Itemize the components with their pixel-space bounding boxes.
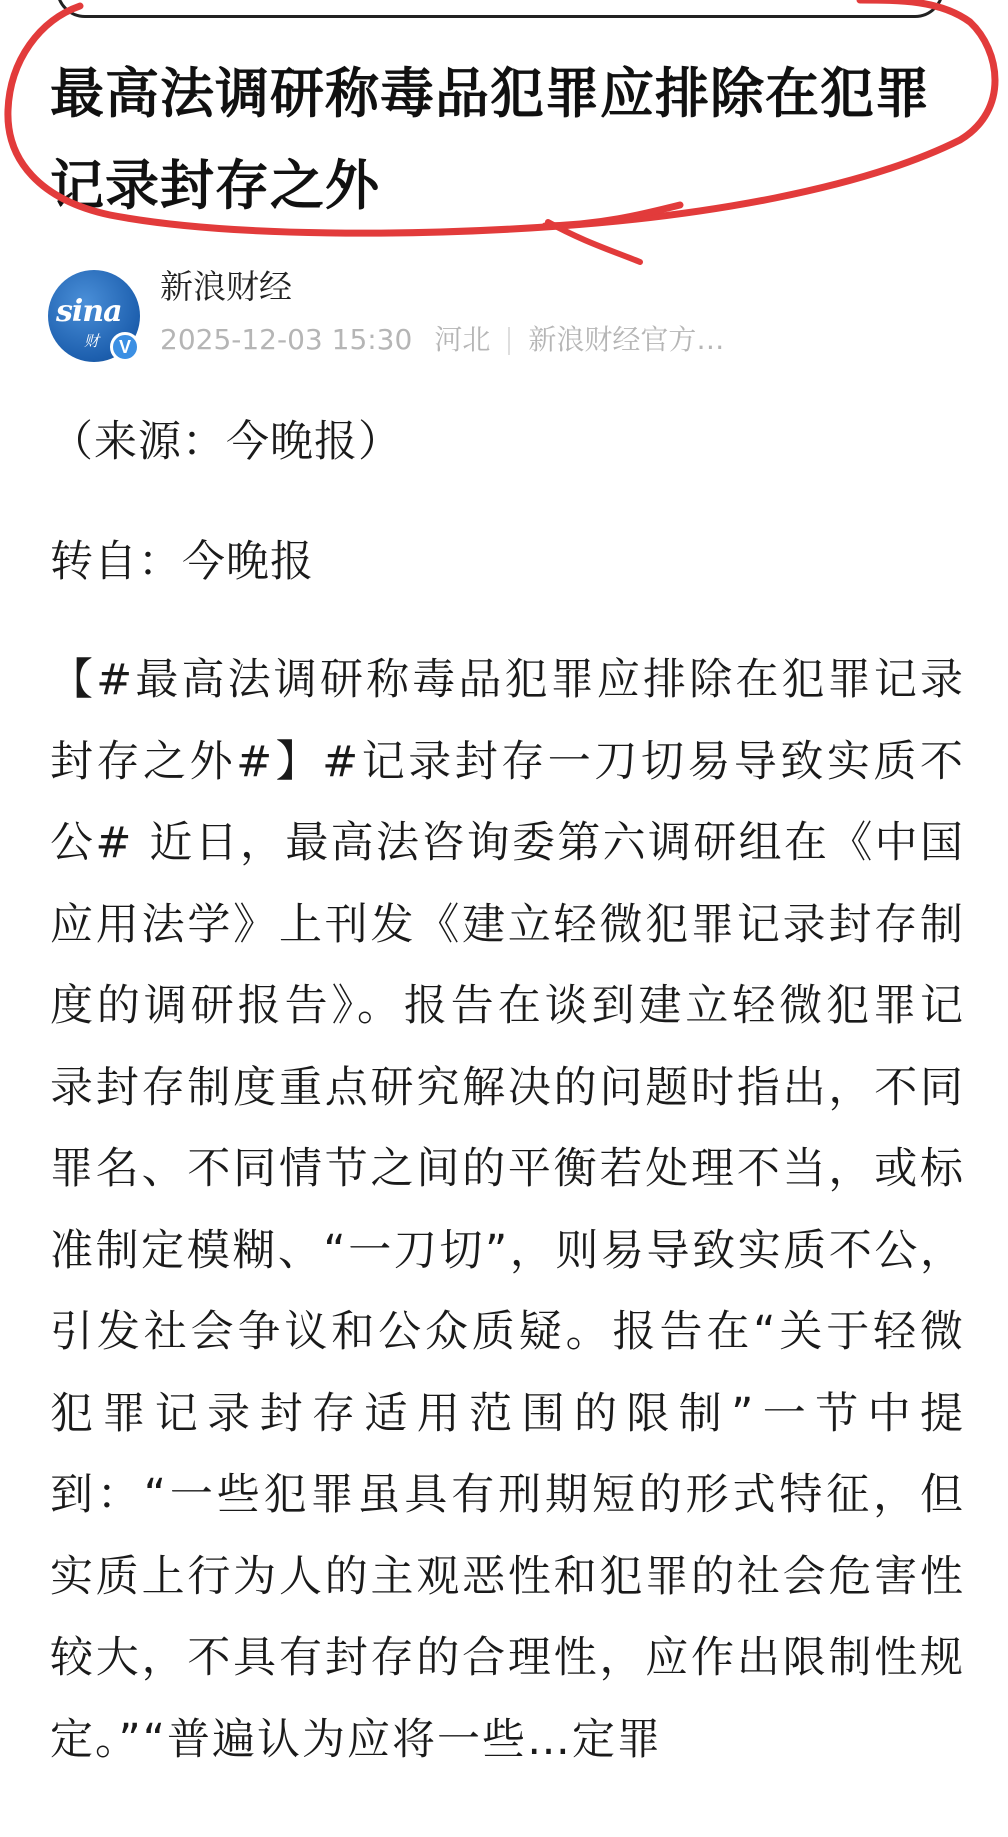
avatar-logo-text: sina xyxy=(56,294,122,329)
verified-icon: V xyxy=(110,332,140,362)
account-description: 新浪财经官方… xyxy=(528,323,725,356)
article-meta xyxy=(160,320,724,360)
publish-location: 河北 xyxy=(434,323,491,356)
article-body: 【#最高法调研称毒品犯罪应排除在犯罪记录封存之外#】#记录封存一刀切易导致实质不公# 近日，最高法咨询委第六调研组在《中国应用法学》上刊发《建立轻微犯罪记录封存制度的调研报告》。报告在谈到建立轻微犯罪记录封存制度重点研究解决的问题时指出，不同罪名、不同情节之间的平衡若处理不当，或标准制定模糊、“一刀切”，则易导致实质不公，引发社会争议和公众质疑。报告在“关于轻微犯罪记录封存适用范围的限制”一节中提到：“一些犯罪虽具有刑期短的形式特征，但实质上行为人的主观恶性和犯罪的社会危害性较大，不具有封存的合理性，应作出限制性规定。”“普遍认为应将一些…定罪 xyxy=(50,655,965,1765)
author-name[interactable]: 新浪财经 xyxy=(160,267,292,306)
article-title: 最高法调研称毒品犯罪应排除在犯罪记录封存之外 xyxy=(50,62,930,217)
publish-date: 2025-12-03 15:30 xyxy=(160,323,413,356)
repost-line: 转自：今晚报 xyxy=(50,537,314,587)
author-row[interactable] xyxy=(48,262,968,362)
avatar-logo-sub: 财 xyxy=(84,332,100,350)
bottom-fade xyxy=(0,1800,1008,1837)
source-line: （来源：今晚报） xyxy=(50,417,402,467)
previous-card-edge xyxy=(56,0,944,18)
meta-divider xyxy=(508,327,510,355)
